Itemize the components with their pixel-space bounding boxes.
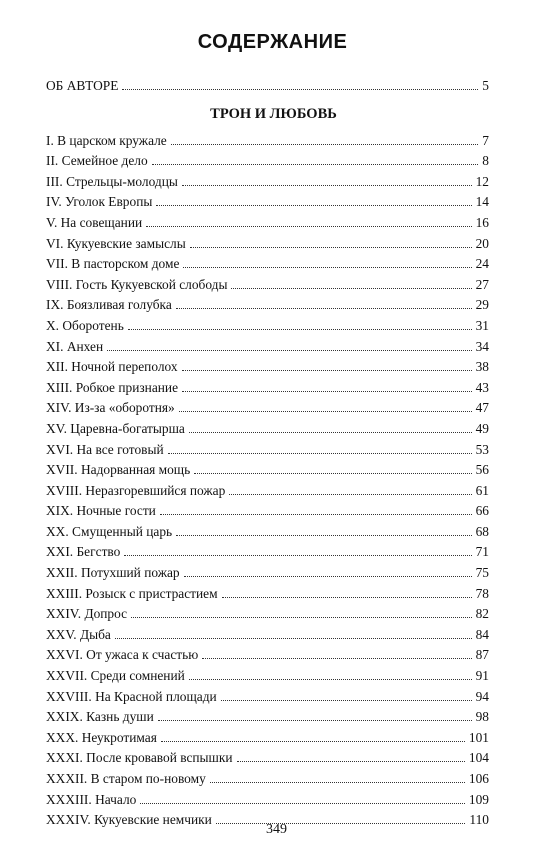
toc-entry-label: XXXIII. Начало (46, 791, 137, 807)
toc-entry-page: 8 (482, 153, 489, 169)
toc-entry-label: IX. Боязливая голубка (46, 297, 172, 313)
toc-entry-label: II. Семейное дело (46, 153, 148, 169)
toc-entry (46, 398, 489, 419)
toc-entry-page: 14 (475, 194, 489, 210)
toc-entry (46, 748, 489, 769)
toc-entry-label: XI. Анхен (46, 338, 104, 354)
dot-leader (176, 307, 472, 309)
toc-entry-page: 16 (475, 214, 489, 230)
toc-entry-page: 104 (468, 750, 489, 766)
toc-entry-page: 38 (475, 359, 489, 375)
toc-entry-page: 20 (475, 235, 489, 251)
toc-entry-page: 43 (475, 379, 489, 395)
toc-entry (46, 769, 489, 790)
toc-entry (46, 316, 489, 337)
toc-entry-label: XXI. Бегство (46, 544, 121, 560)
dot-leader (161, 740, 465, 742)
dot-leader (152, 163, 479, 165)
toc-entry-page: 7 (482, 132, 489, 148)
toc-entry-label: XXX. Неукротимая (46, 729, 157, 745)
toc-entry-page: 71 (475, 544, 489, 560)
toc-entry-page: 31 (475, 317, 489, 333)
toc-entry-page: 94 (475, 688, 489, 704)
toc-entry-label: XIV. Из-за «оборотня» (46, 400, 175, 416)
toc-entry (46, 192, 489, 213)
toc-entry-label: V. На совещании (46, 214, 143, 230)
toc-entry (46, 481, 489, 502)
toc-entry-label: XV. Царевна-богатырша (46, 420, 185, 436)
toc-entry-label: XXXI. После кровавой вспышки (46, 750, 233, 766)
toc-entry-page: 24 (475, 256, 489, 272)
toc-entry-page: 34 (475, 338, 489, 354)
toc-entry-page: 87 (475, 647, 489, 663)
toc-entry (46, 584, 489, 605)
dot-leader (156, 204, 471, 206)
toc-entry (46, 522, 489, 543)
dot-leader (189, 678, 472, 680)
toc-entry-page: 5 (482, 78, 489, 93)
dot-leader (237, 760, 465, 762)
toc-entry-page: 53 (475, 441, 489, 457)
page-number: 349 (266, 822, 287, 837)
dot-leader (122, 88, 478, 90)
toc-entry-page: 109 (468, 791, 489, 807)
toc-entry (46, 460, 489, 481)
dot-leader (115, 637, 472, 639)
toc-entry-page: 12 (475, 173, 489, 189)
toc-entry (46, 378, 489, 399)
dot-leader (182, 390, 472, 392)
toc-entry-label: XVII. Надорванная мощь (46, 462, 191, 478)
toc-entry-label: XXII. Потухший пожар (46, 565, 180, 581)
toc-entry-page: 47 (475, 400, 489, 416)
toc-entry-label: VIII. Гость Кукуевской слободы (46, 276, 228, 292)
toc-entry (46, 172, 489, 193)
toc-entry-label: XIII. Робкое признание (46, 379, 179, 395)
dot-leader (140, 802, 465, 804)
toc-entry-label: XX. Смущенный царь (46, 523, 173, 539)
dot-leader (176, 534, 471, 536)
dot-leader (229, 493, 471, 495)
toc-entry (46, 687, 489, 708)
toc-entry-page: 101 (468, 729, 489, 745)
toc-entry-label: XVIII. Неразгоревшийся пожар (46, 482, 226, 498)
dot-leader (179, 410, 472, 412)
toc-entry (46, 707, 489, 728)
page-title: СОДЕРЖАНИЕ (197, 31, 348, 53)
section-heading: ТРОН И ЛЮБОВЬ (210, 105, 337, 122)
dot-leader (202, 657, 471, 659)
toc-entry-label: XXV. Дыба (46, 626, 111, 642)
toc-entry-label: ОБ АВТОРЕ (46, 78, 119, 93)
toc-entry-label: XXXIV. Кукуевские немчики (46, 812, 212, 828)
toc-entry-page: 27 (475, 276, 489, 292)
toc-entry (46, 234, 489, 255)
dot-leader (231, 287, 471, 289)
toc-entry-label: VII. В пасторском доме (46, 256, 180, 272)
toc-entry (46, 563, 489, 584)
toc-entry (46, 666, 489, 687)
toc-entry (46, 645, 489, 666)
dot-leader (190, 246, 472, 248)
dot-leader (171, 143, 479, 145)
toc-entry-page: 110 (469, 812, 489, 828)
toc-entry-label: III. Стрельцы-молодцы (46, 173, 178, 189)
toc-entry-label: XXVIII. На Красной площади (46, 688, 217, 704)
dot-leader (128, 328, 472, 330)
toc-entry (46, 440, 489, 461)
toc-entry-label: XXVI. От ужаса к счастью (46, 647, 199, 663)
toc-entry (46, 419, 489, 440)
dot-leader (182, 184, 472, 186)
chapter-list (46, 131, 489, 831)
toc-entry (46, 151, 489, 172)
toc-entry-label: XXIV. Допрос (46, 606, 128, 622)
toc-entry-page: 29 (475, 297, 489, 313)
dot-leader (210, 781, 465, 783)
toc-entry-page: 98 (475, 709, 489, 725)
toc-entry-page: 75 (475, 565, 489, 581)
dot-leader (222, 596, 472, 598)
toc-entry (46, 542, 489, 563)
toc-entry-label: XVI. На все готовый (46, 441, 164, 457)
toc-entry-label: XXIII. Розыск с пристрастием (46, 585, 218, 601)
dot-leader (107, 349, 471, 351)
toc-entry-label: XXIX. Казнь души (46, 709, 154, 725)
dot-leader (124, 554, 471, 556)
toc-entry (46, 625, 489, 646)
dot-leader (184, 575, 472, 577)
toc-entry-label: X. Оборотень (46, 317, 124, 333)
toc-entry-page: 49 (475, 420, 489, 436)
dot-leader (131, 616, 472, 618)
dot-leader (183, 266, 471, 268)
toc-entry (46, 213, 489, 234)
toc-entry-page: 91 (475, 668, 489, 684)
toc-entry-page: 106 (468, 771, 489, 786)
toc-entry (46, 275, 489, 296)
toc-entry-label: XII. Ночной переполох (46, 359, 178, 375)
toc-entry (46, 337, 489, 358)
toc-entry (46, 254, 489, 275)
toc-entry-page: 84 (475, 626, 489, 642)
toc-entry (46, 790, 489, 811)
toc-entry (46, 604, 489, 625)
toc-entry-page: 82 (475, 606, 489, 622)
toc-entry-page: 78 (475, 585, 489, 601)
dot-leader (168, 452, 472, 454)
dot-leader (158, 719, 472, 721)
toc-entry (46, 501, 489, 522)
toc-entry-label: XIX. Ночные гости (46, 503, 156, 519)
toc-entry (46, 131, 489, 152)
toc-entry (46, 357, 489, 378)
dot-leader (182, 369, 472, 371)
toc-entry-label: XXXII. В старом по-новому (46, 771, 206, 786)
dot-leader (146, 225, 471, 227)
toc-entry-label: IV. Уголок Европы (46, 194, 153, 210)
toc-entry-page: 61 (475, 482, 489, 498)
dot-leader (160, 513, 472, 515)
dot-leader (221, 699, 472, 701)
toc-entry-page: 68 (475, 523, 489, 539)
toc-entry (46, 728, 489, 749)
toc-entry-author (46, 76, 489, 97)
toc-entry (46, 295, 489, 316)
toc-entry-label: VI. Кукуевские замыслы (46, 235, 186, 251)
toc-entry-label: I. В царском кружале (46, 132, 167, 148)
toc-entry-label: XXVII. Среди сомнений (46, 668, 185, 684)
toc-entry-page: 66 (475, 503, 489, 519)
toc-entry-page: 56 (475, 462, 489, 478)
dot-leader (189, 431, 472, 433)
dot-leader (194, 472, 471, 474)
